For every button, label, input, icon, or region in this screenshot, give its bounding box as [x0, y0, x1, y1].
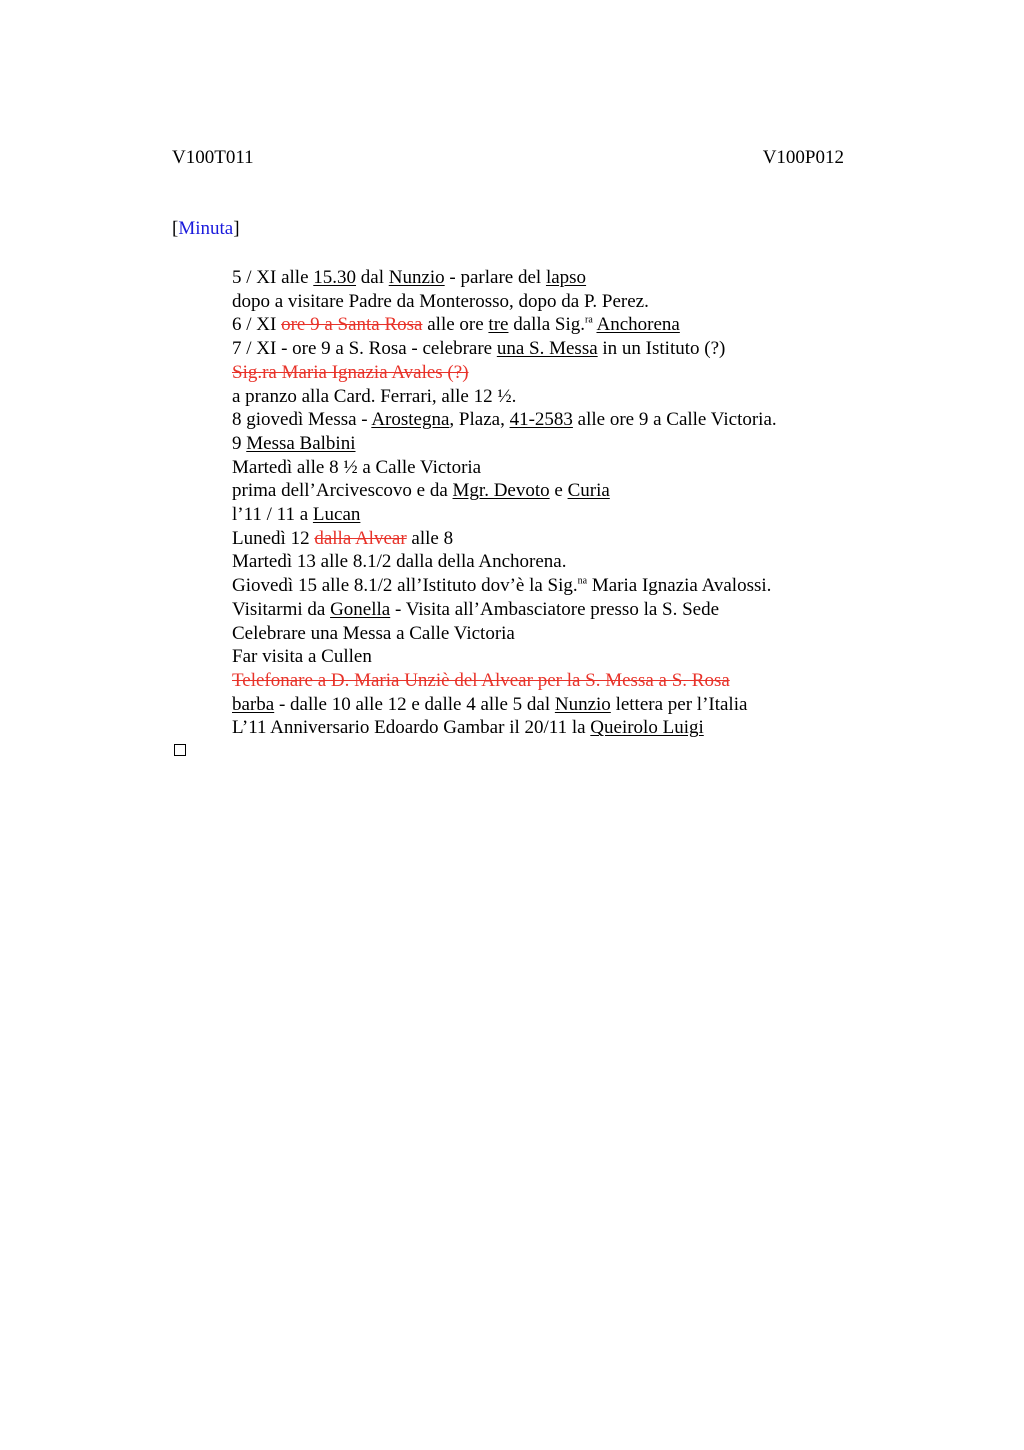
text: Lunedì 12 [232, 527, 315, 549]
text: Martedì alle 8 ½ a Calle Victoria [232, 456, 482, 478]
text: l’11 / 11 a [232, 504, 313, 526]
text: alle ore [422, 314, 489, 336]
checkbox-icon [174, 744, 186, 756]
minuta-label [172, 218, 240, 240]
note-line [232, 337, 872, 361]
note-line [232, 693, 872, 717]
underlined-text: Arostegna [371, 409, 450, 431]
text: - dalle 10 alle 12 e dalle 4 alle 5 dal [274, 693, 555, 715]
note-line [232, 313, 872, 337]
text: - parlare del [444, 267, 546, 288]
note-line [232, 503, 872, 527]
deleted-text: Telefonare a D. Maria Unziè del Alvear per la S. Messa a S. Rosa [232, 669, 730, 691]
text: dopo a visitare Padre da Monterosso, dopo da P. Perez. [232, 290, 649, 312]
text: a pranzo alla Card. Ferrari, alle 12 ½. [232, 385, 517, 407]
underlined-text: Queirolo Luigi [590, 717, 704, 739]
note-line [232, 432, 872, 456]
note-line [232, 456, 872, 480]
header-right-code: V100P012 [762, 147, 844, 168]
underlined-text: Anchorena [596, 314, 680, 336]
text: e [549, 480, 568, 502]
underlined-text: Mgr. Devoto [452, 480, 550, 502]
text: alle 8 [406, 527, 454, 549]
deleted-text: dalla Alvear [314, 527, 407, 549]
note-line [232, 574, 872, 598]
text: Maria Ignazia Avalossi. [587, 575, 772, 597]
text: Giovedì 15 alle 8.1/2 all’Istituto dov’è la Sig. [232, 575, 578, 597]
text: Visitarmi da [232, 598, 331, 620]
text: dal [356, 267, 389, 288]
underlined-text: 15.30 [313, 267, 357, 288]
note-line [232, 622, 872, 646]
note-line [232, 290, 872, 314]
deleted-text: Sig.ra Maria Ignazia Avales (?) [232, 361, 469, 383]
bracket-close: ] [233, 218, 240, 239]
minuta-text: Minuta [178, 218, 234, 239]
text: , Plaza, [449, 409, 510, 431]
text: lettera per l’Italia [610, 693, 748, 715]
text: 6 / XI [232, 314, 282, 336]
note-line [232, 479, 872, 503]
note-line [232, 361, 872, 385]
header-left-code: V100T011 [172, 147, 254, 168]
text: 9 [232, 432, 247, 454]
text: alle ore 9 a Calle Victoria. [572, 409, 777, 431]
text: - Visita all’Ambasciatore presso la S. Sede [390, 598, 720, 620]
underlined-text: Lucan [312, 504, 361, 526]
underlined-text: lapso [545, 267, 587, 288]
deleted-text: ore 9 a Santa Rosa [281, 314, 423, 336]
note-line [232, 550, 872, 574]
note-body [232, 266, 872, 740]
superscript: na [577, 575, 588, 587]
bracket-open: [ [172, 218, 179, 239]
text: Celebrare una Messa a Calle Victoria [232, 622, 515, 644]
note-line [232, 385, 872, 409]
text: Martedì 13 alle 8.1/2 dalla della Anchorena. [232, 551, 567, 573]
note-line [232, 266, 872, 290]
text: Far visita a Cullen [232, 646, 372, 668]
underlined-text: Nunzio [388, 267, 445, 288]
note-line [232, 408, 872, 432]
note-line [232, 527, 872, 551]
underlined-text: 41-2583 [509, 409, 573, 431]
superscript: ra [585, 315, 593, 327]
note-line [232, 598, 872, 622]
underlined-text: Curia [567, 480, 610, 502]
text: L’11 Anniversario Edoardo Gambar il 20/11 la [232, 717, 591, 739]
text: in un Istituto (?) [597, 338, 726, 360]
underlined-text: tre [488, 314, 509, 336]
underlined-text: Gonella [330, 598, 391, 620]
underlined-text: Messa Balbini [246, 432, 356, 454]
note-line [232, 716, 872, 740]
text: dalla Sig. [508, 314, 585, 336]
note-line [232, 669, 872, 693]
text: 5 / XI alle [232, 267, 314, 288]
underlined-text: una S. Messa [496, 338, 598, 360]
underlined-text: Nunzio [554, 693, 611, 715]
note-line [232, 645, 872, 669]
text: 8 giovedì Messa - [232, 409, 372, 431]
text: prima dell’Arcivescovo e da [232, 480, 453, 502]
underlined-text: barba [232, 693, 275, 715]
text: 7 / XI - ore 9 a S. Rosa - celebrare [232, 338, 497, 360]
